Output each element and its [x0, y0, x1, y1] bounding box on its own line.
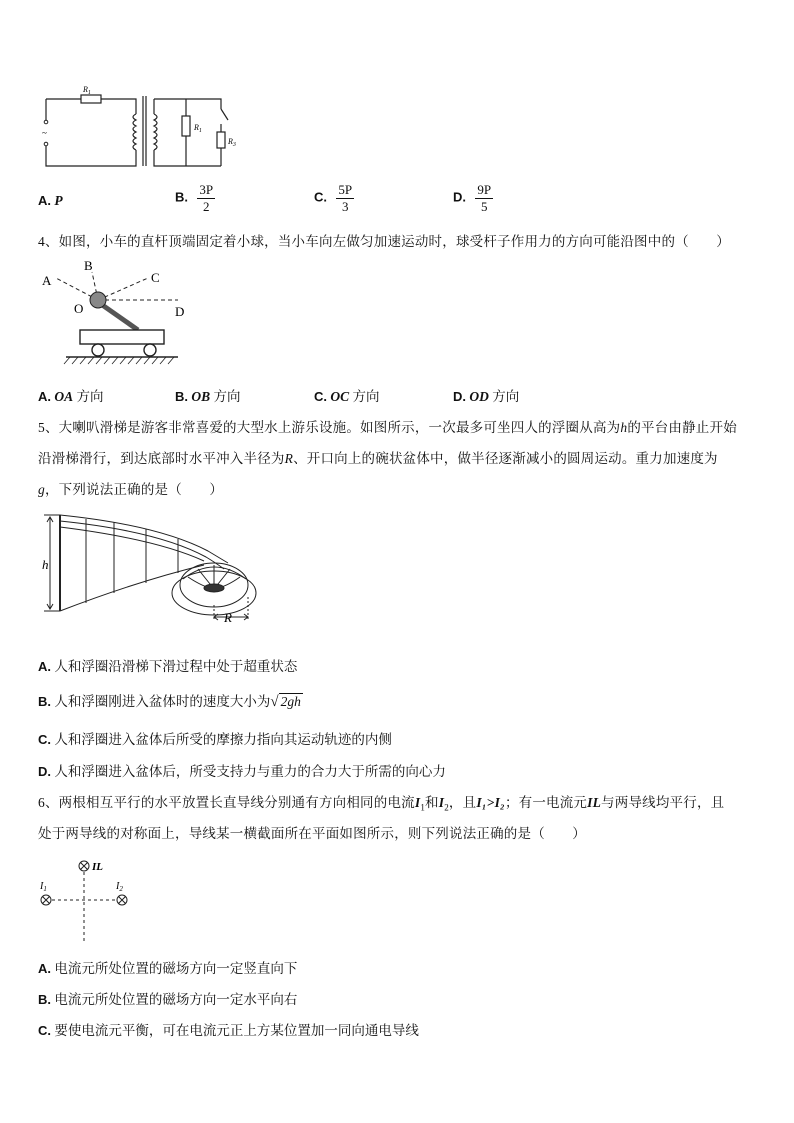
- q4-option-d[interactable]: D. OD 方向: [453, 389, 520, 404]
- r3-label: $R_3$: [228, 137, 236, 148]
- label-c: C: [151, 270, 160, 285]
- q6-option-c[interactable]: C. 要使电流元平衡，可在电流元正上方某位置加一同向通电导线: [38, 1023, 419, 1038]
- r2-label: $R_1$: [194, 123, 202, 134]
- label-d: D: [175, 304, 185, 319]
- q3-option-c[interactable]: C. $\frac{5P}{3}$: [314, 182, 353, 214]
- q6-option-a[interactable]: A. 电流元所处位置的磁场方向一定竖直向下: [38, 961, 298, 976]
- q6-stem-line1: 6、两根相互平行的水平放置长直导线分别通有方向相同的电流$I_1$和$I_2$，且I₁>I₂；有一电流元IL与两导线均平行，且: [38, 795, 725, 813]
- q5-stem-line2: 沿滑梯滑行，到达底部时水平冲入半径为R、开口向上的碗状盆体中，做半径逐渐减小的圆周运动。重力加速度为: [38, 451, 718, 466]
- slide-figure: [38, 505, 300, 630]
- label-b: B: [84, 258, 93, 273]
- q5-option-c[interactable]: C. 人和浮圈进入盆体后所受的摩擦力指向其运动轨迹的内侧: [38, 732, 392, 747]
- q5-stem-line3: g，下列说法正确的是（ ）: [38, 482, 224, 497]
- label-h: h: [42, 557, 49, 572]
- q4-option-b[interactable]: B. OB 方向: [175, 389, 241, 404]
- cart-figure: [38, 256, 198, 372]
- ac-symbol: ~: [42, 128, 47, 138]
- q5-option-a[interactable]: A. 人和浮圈沿滑梯下滑过程中处于超重状态: [38, 659, 298, 674]
- label-il: IL: [92, 861, 103, 873]
- r1-label: $R_1$: [83, 85, 91, 96]
- fraction-9p-5: $\frac{9P}{5}$: [477, 182, 492, 214]
- fraction-3p-2: $\frac{3P}{2}$: [199, 182, 214, 214]
- label-i1: $I_1$: [40, 881, 47, 893]
- sqrt-sign: √: [270, 694, 279, 710]
- q4-option-c[interactable]: C. OC 方向: [314, 389, 380, 404]
- q5-option-b[interactable]: B. 人和浮圈刚进入盆体时的速度大小为√ 2gh: [38, 694, 301, 710]
- q5-option-d[interactable]: D. 人和浮圈进入盆体后，所受支持力与重力的合力大于所需的向心力: [38, 764, 446, 779]
- q6-stem-line2: 处于两导线的对称面上，导线某一横截面所在平面如图所示，则下列说法正确的是（ ）: [38, 826, 586, 841]
- q3-option-b[interactable]: B. $\frac{3P}{2}$: [175, 182, 214, 214]
- q3-option-d[interactable]: D. $\frac{9P}{5}$: [453, 182, 492, 214]
- q4-option-a[interactable]: A. OA 方向: [38, 389, 104, 404]
- label-r: R: [224, 610, 232, 625]
- label-i2: $I_2$: [116, 881, 123, 893]
- label-a: A: [42, 273, 52, 288]
- transformer-circuit-figure: [36, 84, 251, 174]
- ball: [90, 292, 106, 308]
- q5-stem-line1: 5、大喇叭滑梯是游客非常喜爱的大型水上游乐设施。如图所示，一次最多可坐四人的浮圈从高为h的平台由静止开始: [38, 420, 737, 435]
- label-o: O: [74, 301, 84, 316]
- q3-option-a[interactable]: A. P: [38, 193, 63, 208]
- q4-stem: 4、如图，小车的直杆顶端固定着小球，当小车向左做匀加速运动时，球受杆子作用力的方向可能沿图中的（ ）: [38, 234, 730, 249]
- fraction-5p-3: $\frac{5P}{3}$: [338, 182, 353, 214]
- q6-option-b[interactable]: B. 电流元所处位置的磁场方向一定水平向右: [38, 992, 298, 1007]
- wires-figure: [36, 852, 146, 947]
